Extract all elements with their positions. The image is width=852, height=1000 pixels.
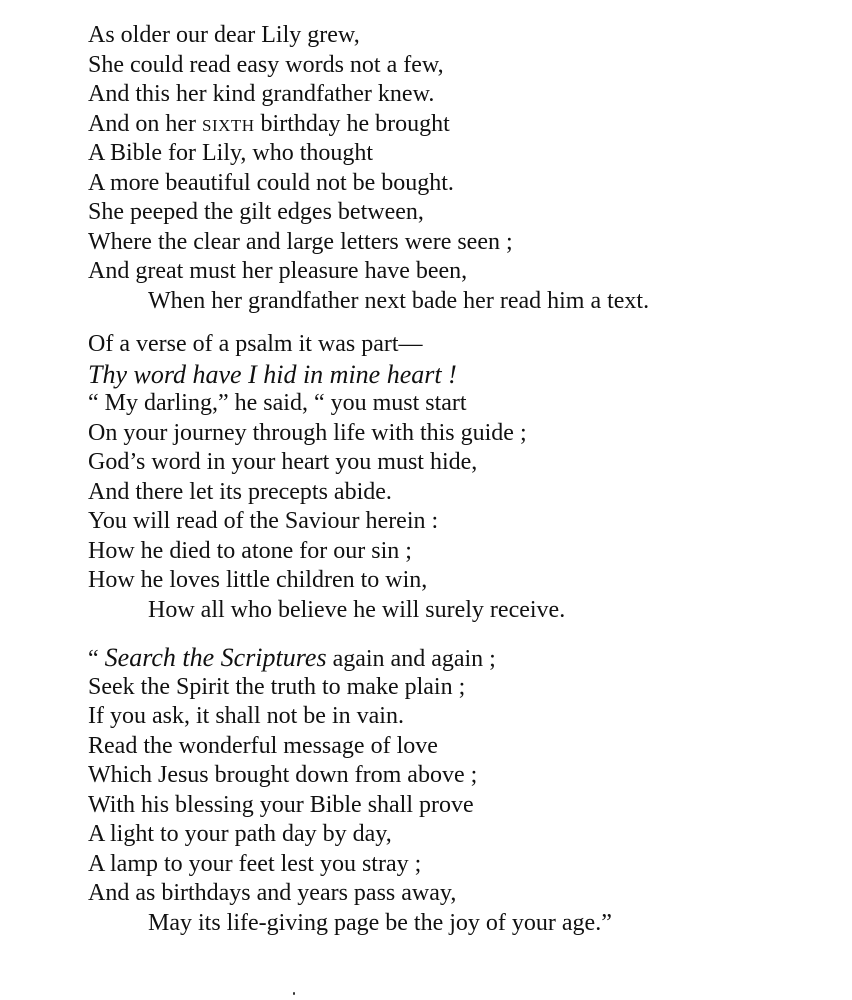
poem-line: As older our dear Lily grew,	[88, 22, 360, 48]
poem-line-indented: May its life-giving page be the joy of your age.”	[148, 909, 612, 936]
poem-line: A light to your path day by day,	[88, 821, 392, 847]
poem-line-part: “	[88, 646, 105, 672]
poem-line: You will read of the Saviour herein :	[88, 508, 439, 534]
stanza-2	[88, 330, 808, 625]
italic-phrase: Search the Scriptures	[104, 643, 327, 672]
poem-line: And this her kind grandfather knew.	[88, 81, 435, 107]
poem-line: And as birthdays and years pass away,	[88, 880, 457, 906]
poem-line: And great must her pleasure have been,	[88, 258, 468, 284]
poem-line: Of a verse of a psalm it was part—	[88, 331, 423, 357]
poem-line: How he died to atone for our sin ;	[88, 537, 412, 564]
poem-line: Which Jesus brought down from above ;	[88, 762, 478, 788]
poem-line: And there let its precepts abide.	[88, 478, 392, 505]
poem-line-indented: When her grandfather next bade her read him a text.	[148, 287, 650, 314]
poem-line: How he loves little children to win,	[88, 567, 428, 593]
poem-line: A more beautiful could not be bought.	[88, 169, 454, 196]
poem-line-part: And on her	[88, 110, 202, 137]
poem-line-part: birthday he brought	[254, 110, 450, 137]
poem-line: She could read easy words not a few,	[88, 51, 444, 78]
poem-line: On your journey through life with this guide ;	[88, 419, 527, 446]
small-caps-word: sixth	[201, 110, 255, 137]
poem-line-part: again and again ;	[326, 646, 496, 672]
poem-line-italic: Thy word have I hid in mine heart !	[88, 359, 457, 389]
poem-line-indented: How all who believe he will surely receive.	[148, 596, 566, 623]
poem-line: She peeped the gilt edges between,	[88, 199, 424, 225]
poem-line	[88, 110, 808, 140]
poem-line: A Bible for Lily, who thought	[88, 140, 374, 166]
poem-line: God’s word in your heart you must hide,	[88, 449, 478, 475]
poem-line: “ My darling,” he said, “ you must start	[88, 390, 467, 416]
poem-line: Seek the Spirit the truth to make plain ;	[88, 673, 466, 700]
poem-line: With his blessing your Bible shall prove	[88, 791, 474, 818]
poem-line: Read the wonderful message of love	[88, 732, 438, 759]
stanza-1	[88, 21, 808, 316]
poem-line: If you ask, it shall not be in vain.	[88, 703, 404, 729]
poem-line: Where the clear and large letters were seen ;	[88, 228, 513, 255]
print-speck	[293, 992, 295, 995]
poem-line: A lamp to your feet lest you stray ;	[88, 850, 422, 877]
poem-line	[88, 643, 808, 673]
stanza-3	[88, 643, 808, 938]
